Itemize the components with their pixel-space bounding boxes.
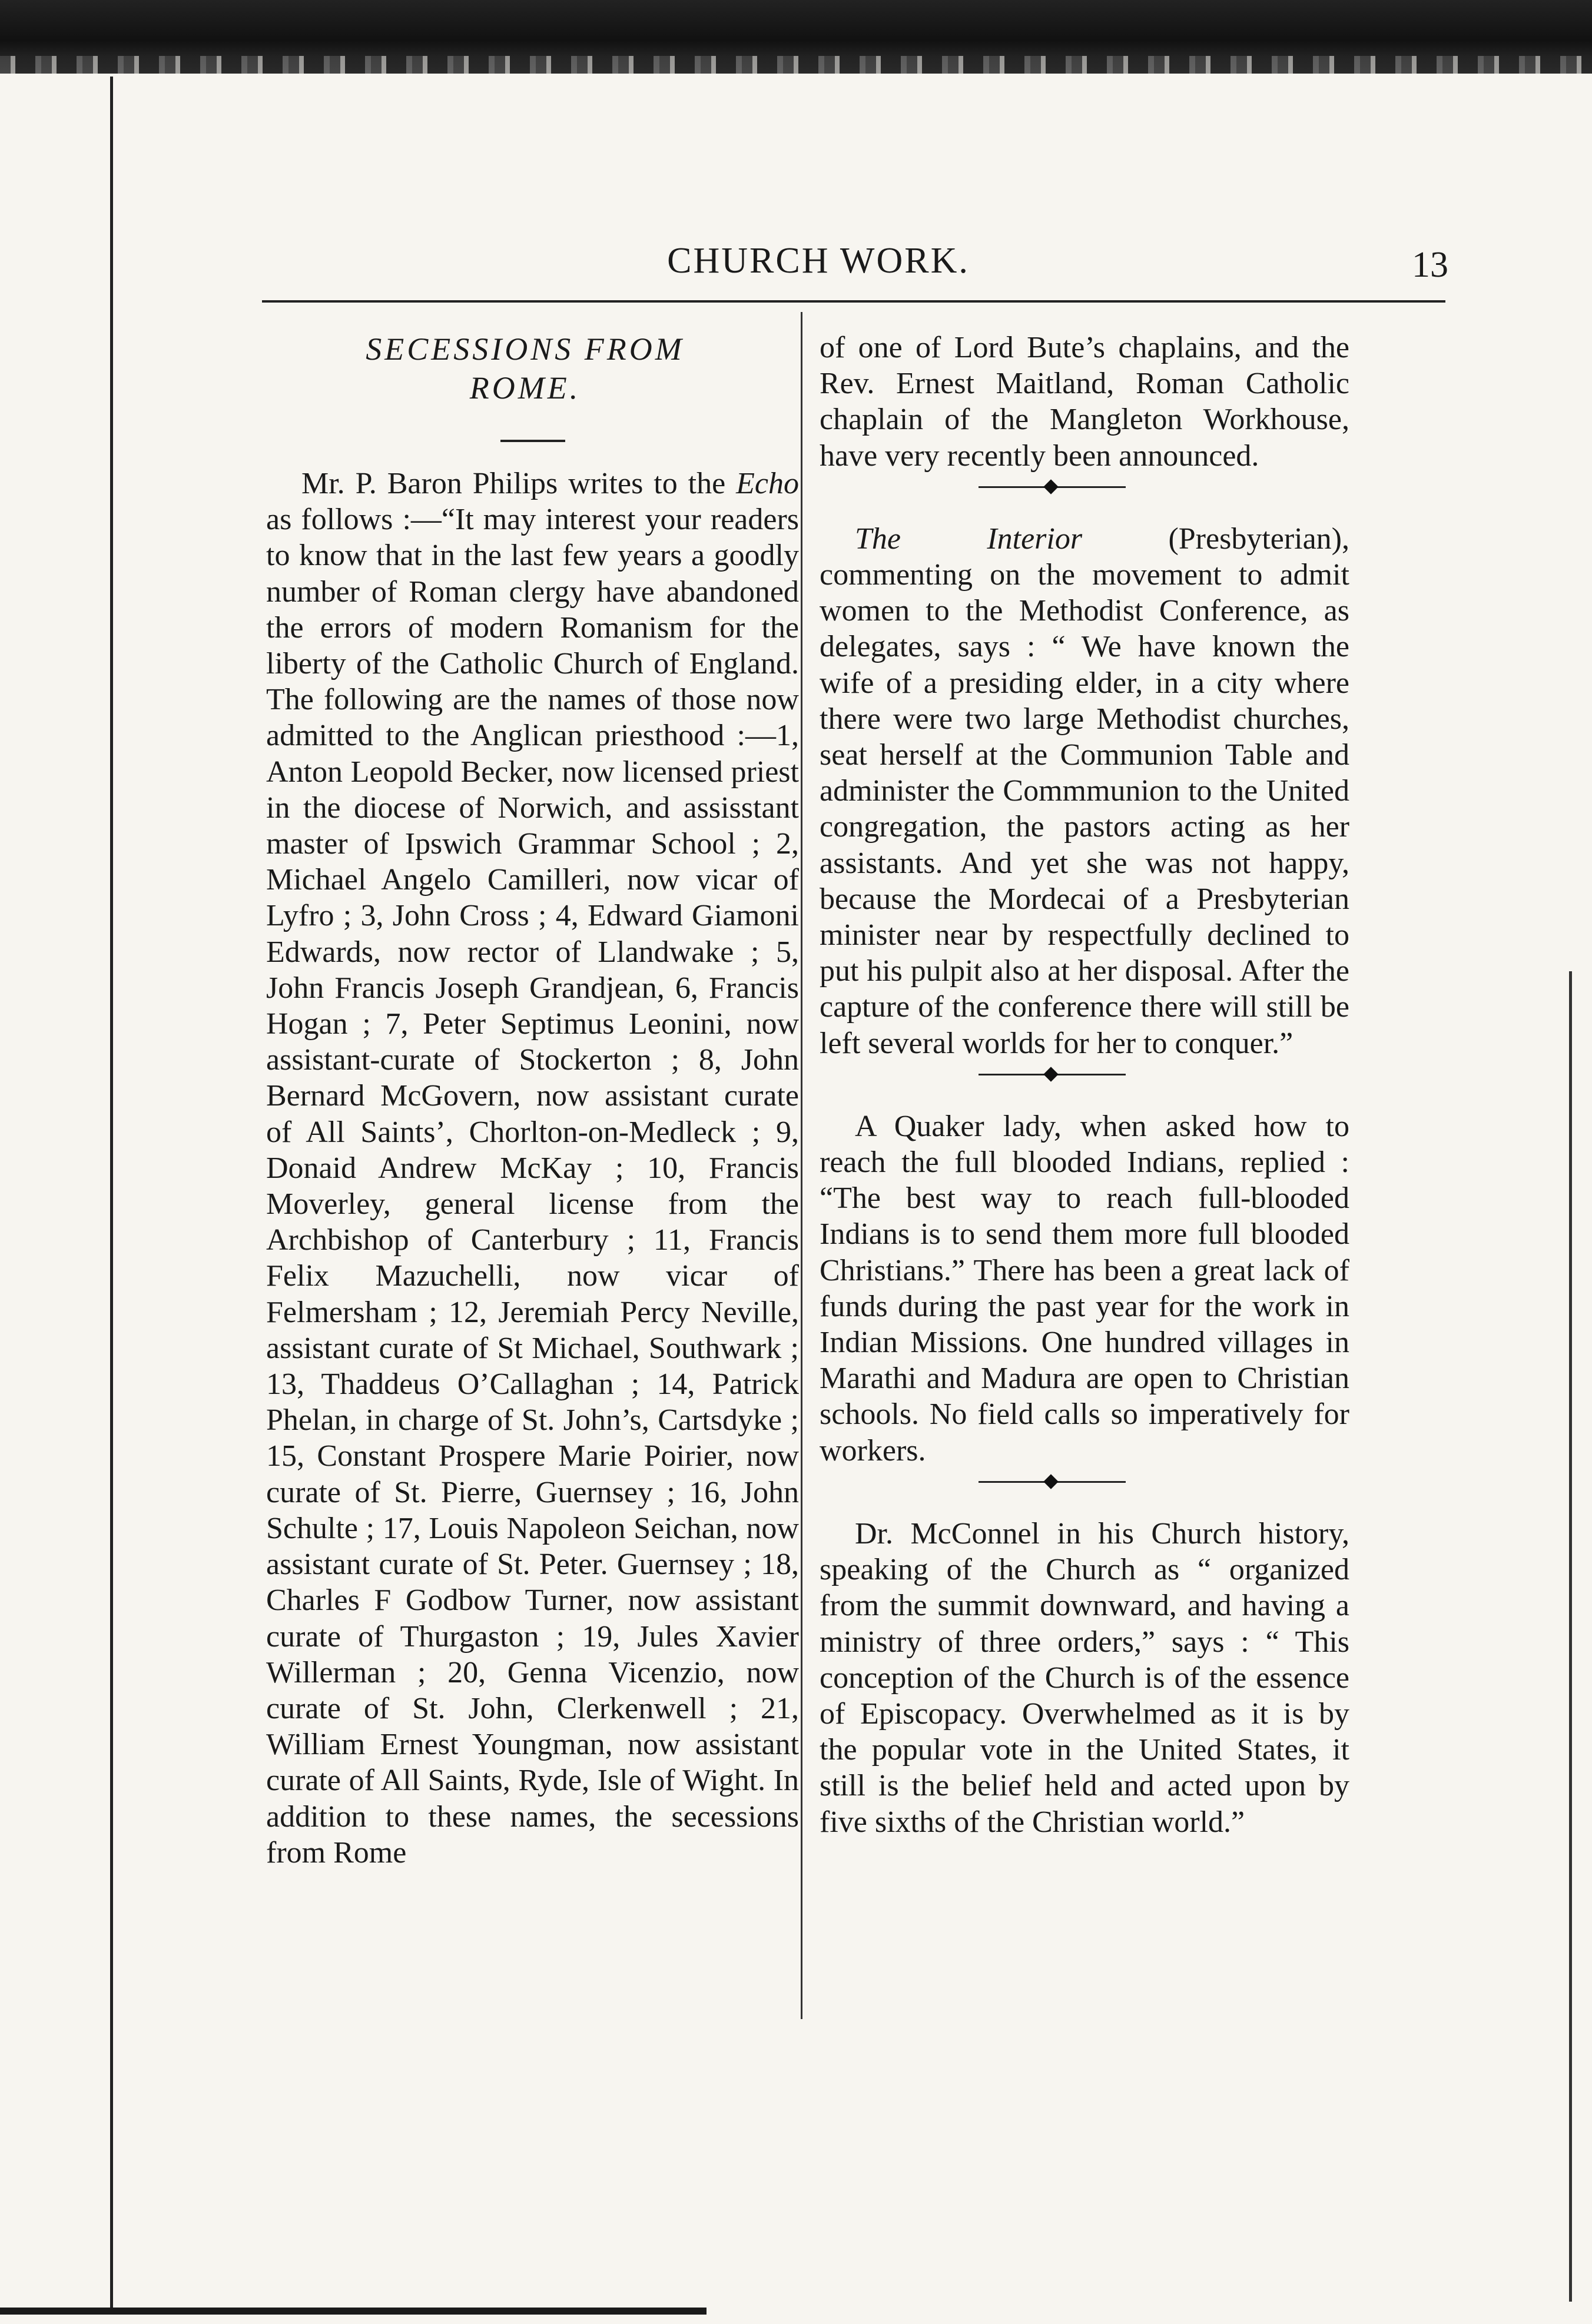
running-head: CHURCH WORK.: [667, 241, 970, 281]
section-separator: [820, 479, 1349, 496]
interior-text: (Presbyterian), commenting on the movement to admit women to the Methodist Conference, as delegates, says : “ We have known the wife of a presiding elder, in a city where there were two large Methodist churches, seat herself at the Communion Table and administer the Commmunion to the United congregation, the pastors acting as her assistants. And yet she was not happy, because the Mordecai of a Presbyterian minister near by respectfully declined to put his pulpit also at her disposal. After the capture of the conference there will still be left several worlds for her to conquer.”: [820, 522, 1350, 1060]
quaker-paragraph: A Quaker lady, when asked how to reach the full blooded Indians, replied : “The best way to reach full-blooded Indians is to send them more full blooded Christians.” There has been a great lack of funds during the past year for the work in Indian Missions. One hundred villages in Marathi and Madura are open to Christian schools. No field calls so imperatively for workers.: [820, 1109, 1349, 1468]
page-number: 13: [1412, 245, 1448, 285]
article-title: [301, 330, 749, 407]
interior-paragraph: [820, 521, 1349, 1061]
section-separator: [820, 1473, 1349, 1491]
header-rule: [262, 300, 1445, 303]
secessions-paragraph: [266, 466, 799, 1871]
separator-diamond-icon: [1043, 479, 1058, 494]
separator-diamond-icon: [1043, 1474, 1058, 1489]
separator-diamond-icon: [1043, 1067, 1058, 1081]
secessions-paragraph-intro: Mr. P. Baron Philips writes to the: [301, 467, 737, 500]
article-title-line1: SECESSIONS FROM: [366, 331, 685, 367]
secessions-paragraph-body: as follows :—“It may interest your readers to know that in the last few years a goodly number of Roman clergy have abandoned the errors of modern Romanism for the liberty of the Catholic Church of England. The following are the names of those now admitted to the Anglican priesthood :—1, Anton Leopold Becker, now licensed priest in the diocese of Norwich, and assisstant master of Ipswich Grammar School ; 2, Michael Angelo Camilleri, now vicar of Lyfro ; 3, John Cross ; 4, Edward Giamoni Edwards, now rector of Llandwake ; 5, John Francis Joseph Grandjean, 6, Francis Hogan ; 7, Peter Septimus Leonini, now assistant-curate of Stockerton ; 8, John Bernard McGovern, now assistant curate of All Saints’, Chorlton-on-Medleck ; 9, Donaid Andrew McKay ; 10, Francis Moverley, general license from the Archbishop of Canterbury ; 11, Francis Felix Mazuchelli, now vicar of Felmersham ; 12, Jeremiah Percy Neville, assistant curate of St Michael, Southwark ; 13, Thaddeus O’Callaghan ; 14, Patrick Phelan, in charge of St. John’s, Cartsdyke ; 15, Constant Prospere Marie Poirier, now curate of St. Pierre, Guernsey ; 16, John Schulte ; 17, Louis Napoleon Seichan, now assistant curate of St. Peter. Guernsey ; 18, Charles F Godbow Turner, now assistant curate of Thurgaston ; 19, Jules Xavier Willerman ; 20, Genna Vicenzio, now curate of St. John, Clerkenwell ; 21, William Ernest Youngman, now assistant curate of All Saints, Ryde, Isle of Wight. In addition to these names, the secessions from Rome: [266, 503, 799, 1870]
right-column: [820, 330, 1349, 1840]
left-column: [266, 330, 799, 1871]
continued-paragraph: of one of Lord Bute’s chaplains, and the Rev. Ernest Maitland, Roman Catholic chaplain of the Mangleton Workhouse, have very recently been announced.: [820, 331, 1349, 473]
title-rule: [500, 440, 565, 442]
scan-top-border: [0, 0, 1592, 74]
scan-bottom-edge: [0, 2308, 707, 2315]
scan-left-edge: [110, 77, 113, 2313]
echo-reference: Echo: [736, 467, 799, 500]
section-separator: [820, 1066, 1349, 1084]
interior-title: The Interior: [855, 522, 1083, 556]
scan-right-edge: [1569, 971, 1572, 2302]
column-divider: [801, 312, 802, 2019]
mcconnel-paragraph: Dr. McConnel in his Church history, speaking of the Church as “ organized from the summit downward, and having a ministry of three orders,” says : “ This conception of the Church is of the essence of Episcopacy. Overwhelmed as it is by the popular vote in the United States, it still is the belief held and acted upon by five sixths of the Christian world.”: [820, 1516, 1349, 1839]
article-title-line2: ROME.: [469, 370, 581, 406]
